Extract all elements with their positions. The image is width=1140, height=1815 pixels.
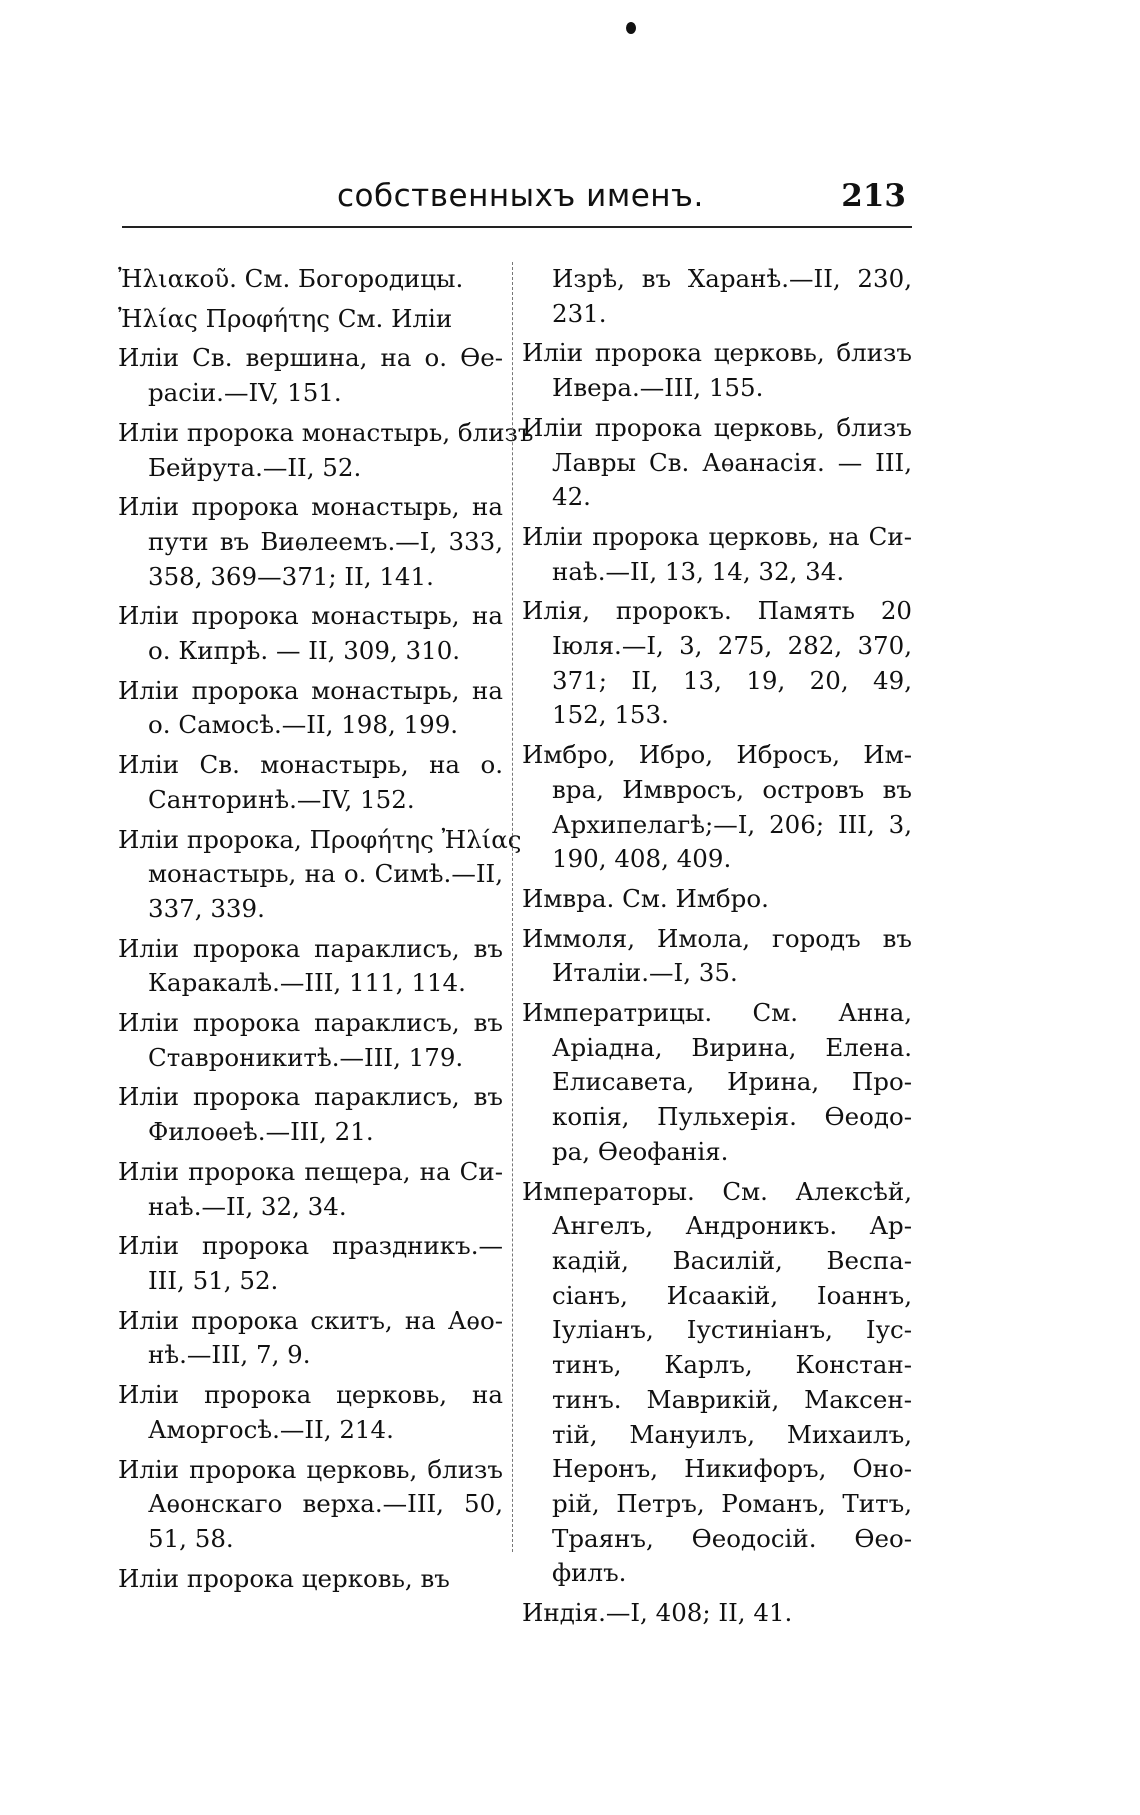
- index-entry: [118, 1080, 503, 1149]
- entry-line: Бейрута.—II, 52.: [148, 452, 362, 482]
- entry-line: Иліи пророка монастырь, близъ: [118, 417, 534, 447]
- index-entry: [522, 882, 912, 917]
- entry-line: Индія.—I, 408; II, 41.: [522, 1598, 793, 1628]
- entry-line: Имбро, Ибро, Ибросъ, Им-: [522, 740, 912, 770]
- entry-line: Изрѣ, въ Харанѣ.—II, 230,: [552, 264, 912, 293]
- entry-line: Иліи пророка церковь, на: [118, 1380, 503, 1410]
- entry-line: кадій, Василій, Веспа-: [552, 1245, 912, 1275]
- entry-line: 358, 369—371; II, 141.: [148, 561, 434, 591]
- entry-line: Архипелагѣ;—I, 206; III, 3,: [552, 809, 912, 839]
- entry-line: рій, Петръ, Романъ, Титъ,: [552, 1488, 912, 1518]
- entry-line: Иліи пророка пещера, на Си-: [118, 1156, 503, 1186]
- index-entry: [522, 1175, 912, 1591]
- index-entry: [118, 599, 503, 668]
- entry-line: Императрицы. См. Анна,: [522, 998, 912, 1028]
- index-entry: [118, 932, 503, 1001]
- index-entry: [522, 922, 912, 991]
- index-entry: [118, 1155, 503, 1224]
- index-entry: [118, 490, 503, 594]
- entry-line: сіанъ, Исаакій, Іоаннъ,: [552, 1280, 912, 1310]
- column-divider: [512, 262, 513, 1552]
- entry-line: Неронъ, Никифоръ, Оно-: [552, 1454, 912, 1484]
- entry-line: расіи.—IV, 151.: [148, 378, 342, 408]
- index-entry: [118, 1378, 503, 1447]
- index-entry: [118, 416, 534, 485]
- entry-line: копія, Пульхерія. Ѳеодо-: [552, 1102, 912, 1132]
- entry-line: о. Самосѣ.—II, 198, 199.: [148, 710, 459, 740]
- entry-line: Аріадна, Вирина, Елена.: [552, 1032, 912, 1062]
- entry-line: Иліи пророка монастырь, на: [118, 601, 503, 631]
- entry-line: Ангелъ, Андроникъ. Ар-: [552, 1211, 912, 1241]
- entry-line: 371; II, 13, 19, 20, 49,: [552, 665, 912, 695]
- entry-line: Иліи Св. монастырь, на о.: [118, 750, 503, 780]
- entry-line: 51, 58.: [148, 1523, 234, 1553]
- index-entry: [522, 594, 912, 733]
- entry-line: 337, 339.: [148, 893, 265, 923]
- right-column: [522, 262, 912, 1636]
- printer-mark: [626, 22, 636, 34]
- entry-line: 231.: [552, 298, 607, 328]
- entry-line: Лавры Св. Аѳанасія. — III,: [552, 447, 912, 477]
- index-entry: [522, 336, 912, 405]
- entry-line: монастырь, на о. Симѣ.—II,: [148, 859, 503, 889]
- entry-line: 42.: [552, 482, 591, 512]
- entry-line: о. Кипрѣ. — II, 309, 310.: [148, 636, 461, 666]
- running-head: [122, 178, 912, 226]
- entry-line: Иліи пророка церковь, на Си-: [522, 521, 912, 551]
- index-entry: [118, 1453, 503, 1557]
- entry-line: наѣ.—II, 13, 14, 32, 34.: [552, 556, 845, 586]
- running-title: собственныхъ именъ.: [337, 178, 704, 214]
- entry-line: Иліи пророка церковь, близъ: [522, 412, 912, 442]
- entry-line: Иліи пророка монастырь, на: [118, 492, 503, 522]
- entry-line: пути въ Виѳлеемъ.—I, 333,: [148, 526, 503, 556]
- entry-line: ра, Ѳеофанія.: [552, 1136, 729, 1166]
- entry-line: Іуліанъ, Іустиніанъ, Іус-: [552, 1315, 912, 1345]
- entry-line: тинъ, Карлъ, Констан-: [552, 1350, 912, 1380]
- entry-line: Иліи Св. вершина, на о. Ѳе-: [118, 343, 503, 373]
- index-entry: [118, 262, 503, 297]
- index-entry: [118, 302, 503, 337]
- entry-line: Аморгосѣ.—II, 214.: [148, 1414, 394, 1444]
- header-rule: [122, 226, 912, 228]
- entry-line: Ἠλίας Προφήτης См. Иліи: [118, 303, 453, 333]
- index-entry: [118, 674, 503, 743]
- entry-line: Иліи пророка церковь, въ: [118, 1563, 450, 1593]
- entry-line: Ставроникитѣ.—III, 179.: [148, 1042, 464, 1072]
- entry-line: вра, Имвросъ, островъ въ: [552, 774, 912, 804]
- index-entry: [118, 823, 522, 927]
- entry-line: Имвра. См. Имбро.: [522, 883, 769, 913]
- entry-line: Италіи.—I, 35.: [552, 958, 738, 988]
- page-number: 213: [841, 178, 906, 214]
- entry-line: Санторинѣ.—IV, 152.: [148, 784, 415, 814]
- entry-line: тинъ. Маврикій, Максен-: [552, 1384, 912, 1414]
- entry-line: Иліи пророка параклисъ, въ: [118, 1008, 503, 1038]
- entry-line: Иліи пророка параклисъ, въ: [118, 933, 503, 963]
- index-entry: [118, 1562, 503, 1597]
- index-entry: [118, 1304, 503, 1373]
- index-entry: [118, 1229, 503, 1298]
- entry-line: Каракалѣ.—III, 111, 114.: [148, 968, 466, 998]
- entry-line: тій, Мануилъ, Михаилъ,: [552, 1419, 912, 1449]
- entry-line: Филоѳеѣ.—III, 21.: [148, 1117, 374, 1147]
- index-entry: [522, 411, 912, 515]
- entry-line: Иліи пророка праздникъ.—: [118, 1231, 503, 1261]
- index-entry: [118, 341, 503, 410]
- entry-line: Іюля.—I, 3, 275, 282, 370,: [552, 631, 912, 661]
- entry-line: Илія, пророкъ. Память 20: [522, 596, 912, 626]
- entry-line: Иммоля, Имола, городъ въ: [522, 923, 912, 953]
- index-entry: [118, 1006, 503, 1075]
- entry-line: наѣ.—II, 32, 34.: [148, 1191, 347, 1221]
- entry-line: Иліи пророка церковь, близъ: [118, 1454, 503, 1484]
- entry-line: Императоры. См. Алексѣй,: [522, 1176, 912, 1206]
- entry-line: Иліи пророка, Προφήτης Ἠλίας: [118, 824, 522, 854]
- entry-line: III, 51, 52.: [148, 1265, 279, 1295]
- index-entry: [522, 1596, 912, 1631]
- entry-line: Иліи пророка монастырь, на: [118, 675, 503, 705]
- index-entry: [522, 520, 912, 589]
- index-entry: [522, 738, 912, 877]
- entry-line: Иліи пророка скитъ, на Аѳо-: [118, 1305, 503, 1335]
- entry-line: Траянъ, Ѳеодосій. Ѳео-: [552, 1523, 912, 1553]
- entry-line: 152, 153.: [552, 700, 669, 730]
- left-column: [118, 262, 534, 1601]
- entry-line: Иліи пророка церковь, близъ: [522, 338, 912, 368]
- entry-line: Ἠλιακοῦ. См. Богородицы.: [118, 264, 464, 293]
- index-entry: [522, 996, 912, 1170]
- entry-line: Ивера.—III, 155.: [552, 373, 764, 403]
- entry-line: филъ.: [552, 1558, 627, 1588]
- entry-line: Иліи пророка параклисъ, въ: [118, 1082, 503, 1112]
- entry-line: Елисавета, Ирина, Про-: [552, 1067, 912, 1097]
- entry-line: нѣ.—III, 7, 9.: [148, 1340, 311, 1370]
- index-entry: [522, 262, 912, 331]
- entry-line: Аѳонскаго верха.—III, 50,: [148, 1489, 503, 1519]
- index-entry: [118, 748, 503, 817]
- entry-line: 190, 408, 409.: [552, 844, 732, 874]
